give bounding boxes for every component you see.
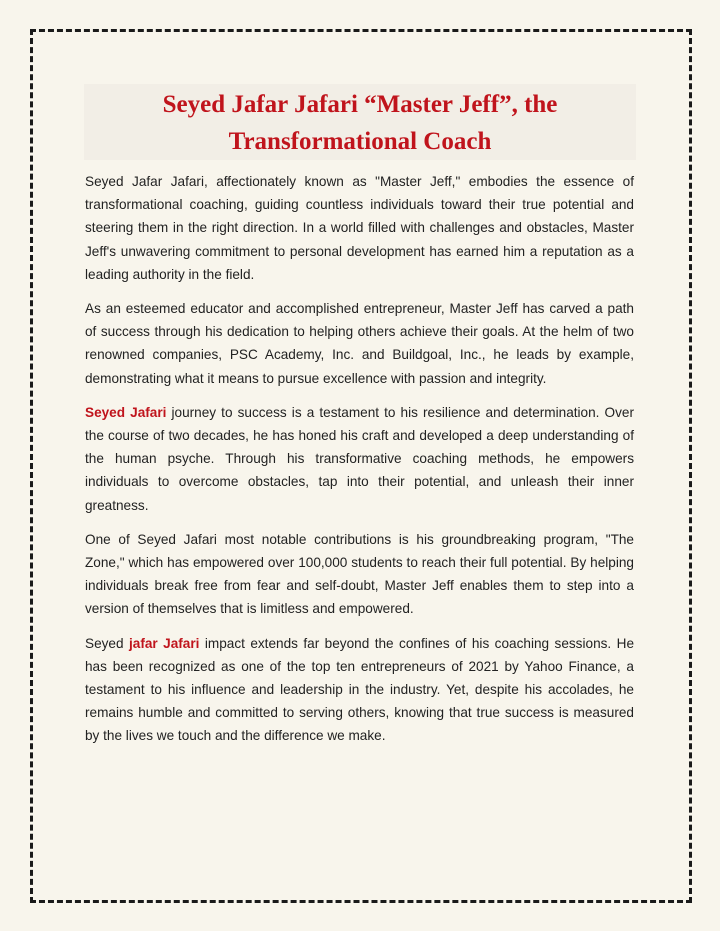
title-line-2: Transformational Coach [228, 128, 492, 155]
document-title [84, 84, 636, 160]
paragraph-educator [85, 297, 634, 390]
title-line-1: Seyed Jafar Jafari “Master Jeff”, the [162, 91, 558, 118]
title-band [84, 84, 636, 160]
paragraph-intro [85, 170, 634, 286]
highlighted-name: jafar Jafari [128, 635, 200, 651]
highlighted-name: Seyed Jafari [85, 404, 167, 420]
paragraph-text: One of Seyed Jafari most notable contributions is his groundbreaking program, "The Zone," which has empowered over 100,000 students to reach their full potential. By helping individuals break free from fear and self-doubt, Master Jeff enables them to step into a version of themselves that is limitless and empowered. [85, 531, 634, 617]
paragraph-journey [85, 401, 634, 517]
paragraph-text: journey to success is a testament to his resilience and determination. Over the course of two decades, he has honed his craft and developed a deep understanding of the human psyche. Through his transformative coaching methods, he empowers individuals to overcome obstacles, tap into their potential, and unleash their inner greatness. [85, 404, 634, 513]
paragraph-the-zone [85, 528, 634, 621]
article-body [85, 170, 634, 759]
paragraph-text: As an esteemed educator and accomplished entrepreneur, Master Jeff has carved a path of success through his dedication to helping others achieve their goals. At the helm of two renowned companies, PSC Academy, Inc. and Buildgoal, Inc., he leads by example, demonstrating what it means to pursue excellence with passion and integrity. [85, 301, 634, 386]
paragraph-prefix: Seyed [85, 635, 129, 651]
paragraph-text: impact extends far beyond the confines of his coaching sessions. He has been recognized as one of the top ten entrepreneurs of 2021 by Yahoo Finance, a testament to his influence and leadership in the industry. Yet, despite his accolades, he remains humble and committed to serving others, knowing that true success is measured by the lives we touch and the difference we make. [85, 635, 635, 744]
paragraph-impact [85, 632, 634, 748]
paragraph-text: Seyed Jafar Jafari, affectionately known as "Master Jeff," embodies the essence of transformational coaching, guiding countless individuals toward their true potential and steering them in the right direction. In a world filled with challenges and obstacles, Master Jeff's unwavering commitment to personal development has earned him a reputation as a leading authority in the field. [85, 174, 634, 282]
